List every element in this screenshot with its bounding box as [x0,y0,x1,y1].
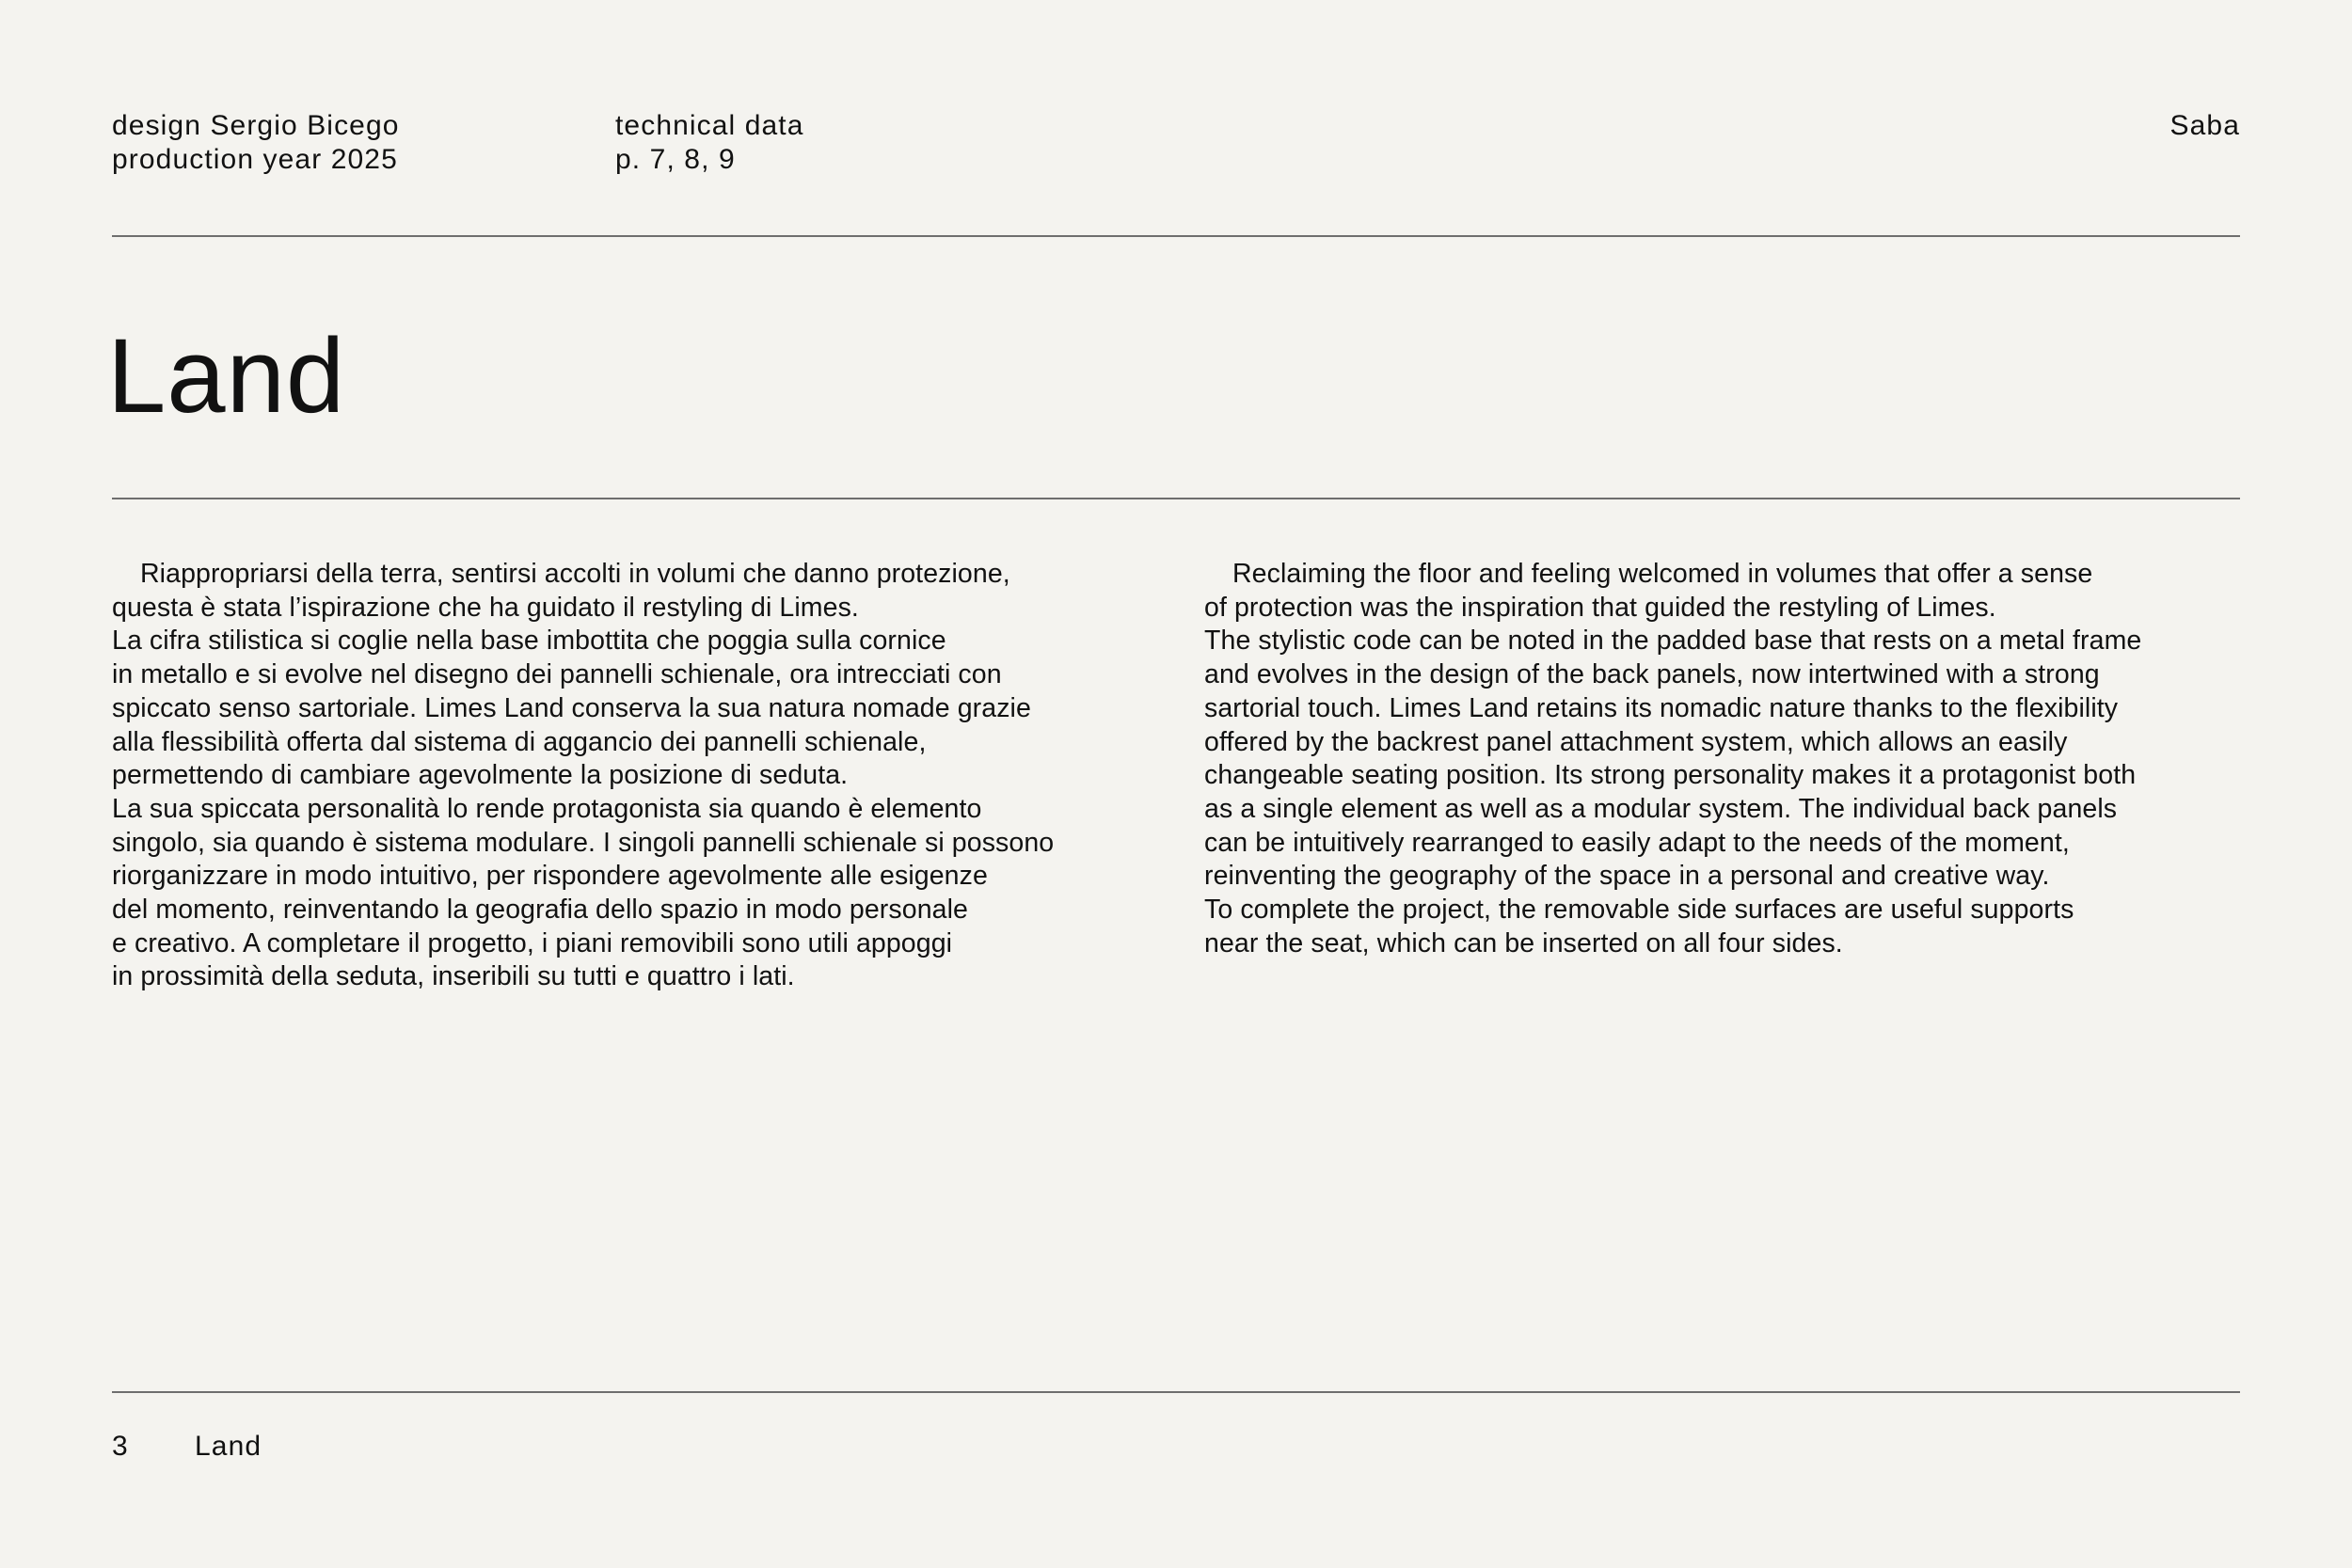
text-line: in prossimità della seduta, inseribili su tutti e quattro i lati. [112,961,795,992]
text-line: The stylistic code can be noted in the padded base that rests on a metal frame [1204,626,2142,657]
text-line: alla flessibilità offerta dal sistema di aggancio dei pannelli schienale, [112,726,927,757]
text-line: Reclaiming the floor and feeling welcomed in volumes that offer a sense [1232,559,2093,589]
text-line: changeable seating position. Its strong personality makes it a protagonist both [1204,760,2137,791]
text-line: and evolves in the design of the back panels, now intertwined with a strong [1204,659,2100,690]
technical-data-label: technical data [615,110,804,141]
text-line: near the seat, which can be inserted on all four sides. [1204,927,1843,958]
designer-line: design Sergio Bicego [112,110,400,141]
top-divider [112,235,2240,237]
english-description [1204,558,2249,960]
text-line: permettendo di cambiare agevolmente la posizione di seduta. [112,760,849,791]
footer-section-title: Land [195,1431,262,1462]
bottom-divider [112,1391,2240,1393]
text-line: singolo, sia quando è sistema modulare. I singoli pannelli schienale si possono [112,827,1055,858]
italian-description [112,558,1156,994]
text-line: in metallo e si evolve nel disegno dei pannelli schienale, ora intrecciati con [112,659,1002,690]
text-line: sartorial touch. Limes Land retains its nomadic nature thanks to the flexibility [1204,692,2119,723]
text-line: riorganizzare in modo intuitivo, per rispondere agevolmente alle esigenze [112,861,988,892]
text-line: e creativo. A completare il progetto, i piani removibili sono utili appoggi [112,927,953,958]
text-line: Riappropriarsi della terra, sentirsi accolti in volumi che danno protezione, [140,559,1010,589]
designer-credits [112,109,400,177]
text-line: questa è stata l’ispirazione che ha guidato il restyling di Limes. [112,592,859,623]
brand-label: Saba [2169,110,2240,141]
text-line: spiccato senso sartoriale. Limes Land conserva la sua natura nomade grazie [112,692,1031,723]
text-line: reinventing the geography of the space in a personal and creative way. [1204,861,2050,892]
text-line: offered by the backrest panel attachment system, which allows an easily [1204,726,2068,757]
text-line: La sua spiccata personalità lo rende protagonista sia quando è elemento [112,793,982,824]
production-year-line: production year 2025 [112,144,398,175]
middle-divider [112,498,2240,499]
text-line: of protection was the inspiration that guided the restyling of Limes. [1204,592,1996,623]
text-line: del momento, reinventando la geografia dello spazio in modo personale [112,895,968,926]
page-number: 3 [112,1431,129,1462]
brand-name [2170,109,2240,143]
page-title: Land [107,317,346,435]
text-line: To complete the project, the removable side surfaces are useful supports [1204,895,2074,926]
text-line: La cifra stilistica si coglie nella base imbottita che poggia sulla cornice [112,626,946,657]
technical-data-reference [615,109,804,177]
technical-data-pages: p. 7, 8, 9 [615,144,736,175]
text-line: as a single element as well as a modular system. The individual back panels [1204,793,2118,824]
text-line: can be intuitively rearranged to easily adapt to the needs of the moment, [1204,827,2070,858]
